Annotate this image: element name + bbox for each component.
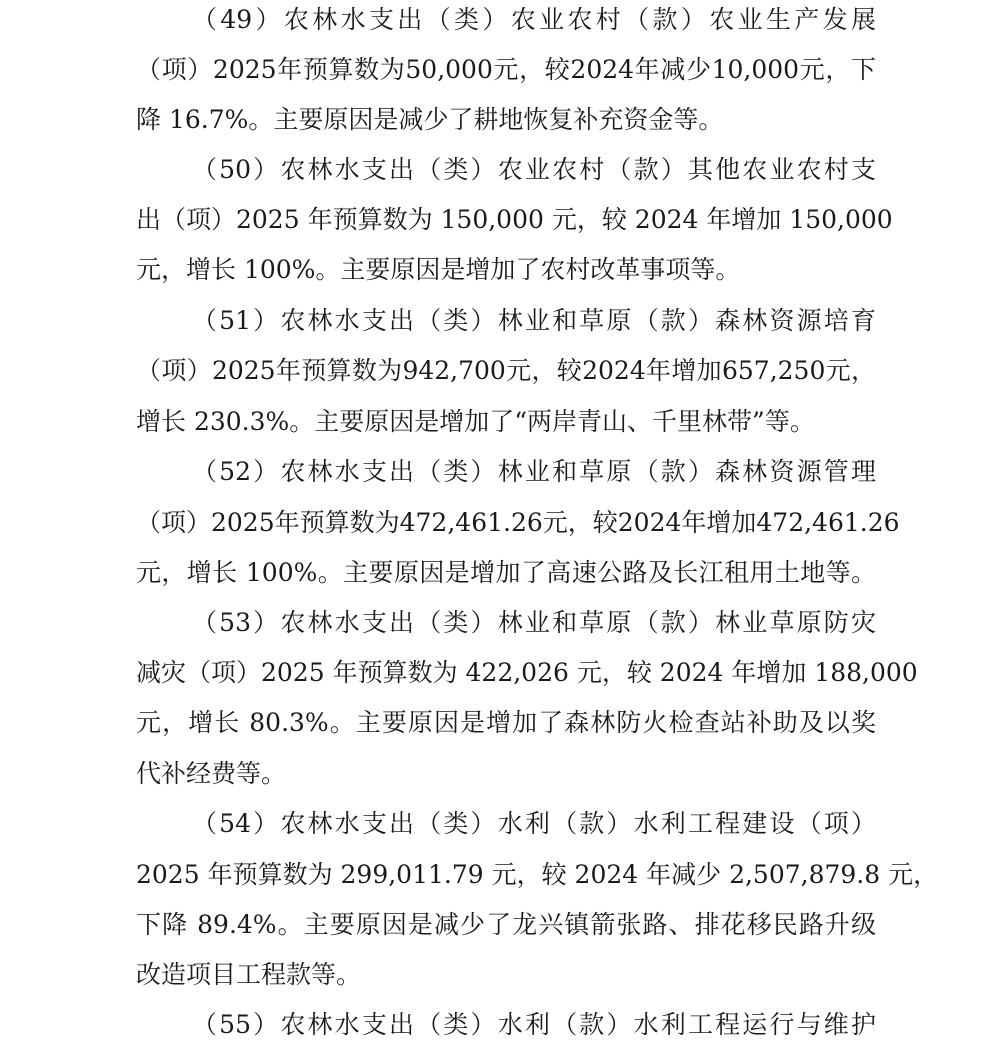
paragraph-line: （项）2025年预算数为472,461.26元，较2024年增加472,461.26	[136, 508, 900, 537]
paragraph-line: 下降 89.4%。主要原因是减少了龙兴镇箭张路、排花移民路升级	[136, 910, 876, 939]
paragraph-line: （50）农林水支出（类）农业农村（款）其他农业农村支	[192, 155, 876, 184]
paragraph-line: （53）农林水支出（类）林业和草原（款）林业草原防灾	[192, 608, 876, 637]
paragraph-line: 元，增长 100%。主要原因是增加了农村改革事项等。	[136, 255, 741, 284]
paragraph-line: （项）2025年预算数为50,000元，较2024年减少10,000元，下	[136, 55, 876, 84]
paragraph-line: 2025 年预算数为 299,011.79 元，较 2024 年减少 2,507,879.8 元，	[136, 860, 939, 889]
paragraph-line: 代补经费等。	[136, 759, 287, 788]
paragraph-line: （51）农林水支出（类）林业和草原（款）森林资源培育	[192, 306, 876, 335]
paragraph-line: 元，增长 100%。主要原因是增加了高速公路及长江租用土地等。	[136, 558, 876, 587]
paragraph-line: （52）农林水支出（类）林业和草原（款）森林资源管理	[192, 457, 876, 486]
paragraph-line: （54）农林水支出（类）水利（款）水利工程建设（项）	[192, 809, 876, 838]
paragraph-line: 改造项目工程款等。	[136, 960, 362, 989]
paragraph-line: 减灾（项）2025 年预算数为 422,026 元，较 2024 年增加 188,000	[136, 658, 918, 687]
paragraph-line: 增长 230.3%。主要原因是增加了“两岸青山、千里林带”等。	[136, 407, 815, 436]
paragraph-line: 出（项）2025 年预算数为 150,000 元，较 2024 年增加 150,000	[136, 205, 893, 234]
paragraph-line: 降 16.7%。主要原因是减少了耕地恢复补充资金等。	[136, 105, 724, 134]
paragraph-line: （49）农林水支出（类）农业农村（款）农业生产发展	[192, 5, 876, 34]
paragraph-line: （项）2025年预算数为942,700元，较2024年增加657,250元，	[136, 356, 876, 385]
paragraph-line: （55）农林水支出（类）水利（款）水利工程运行与维护	[192, 1010, 876, 1039]
paragraph-line: 元，增长 80.3%。主要原因是增加了森林防火检查站补助及以奖	[136, 708, 876, 737]
